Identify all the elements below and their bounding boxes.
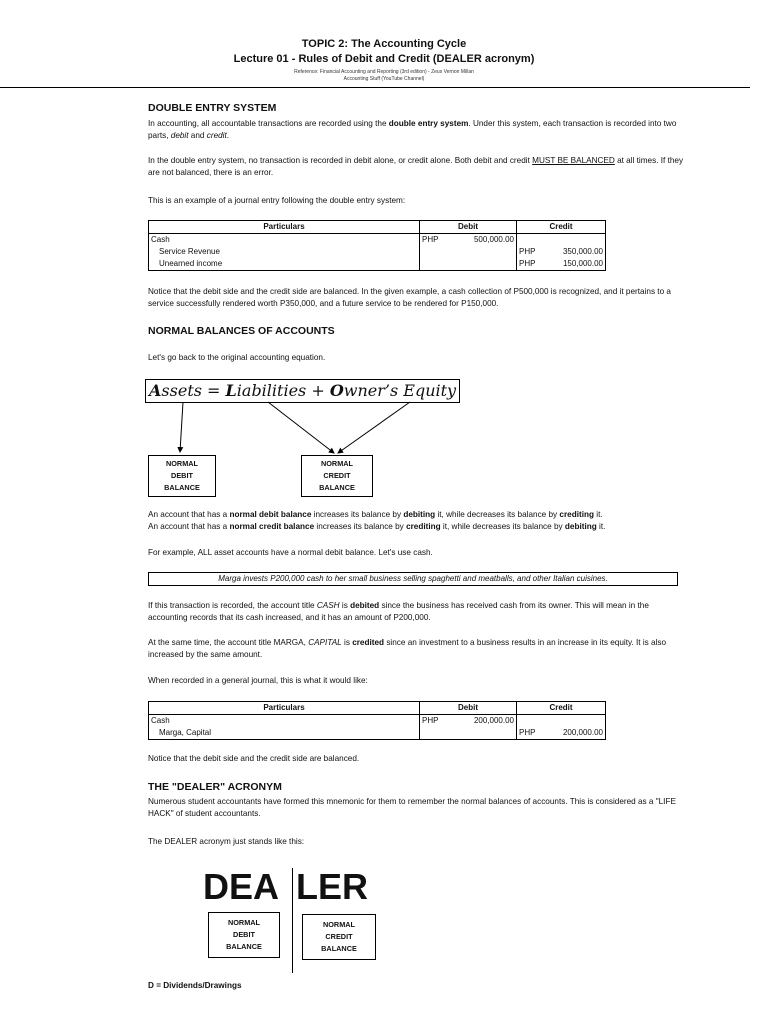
lecture-title: Lecture 01 - Rules of Debit and Credit (DEALER acronym) [233, 53, 535, 65]
dealer-divider [292, 868, 293, 973]
paragraph: For example, ALL asset accounts have a normal debit balance. Let's use cash. [148, 548, 433, 557]
normal-debit-balance-box: NORMAL DEBIT BALANCE [148, 455, 216, 497]
section-title-double-entry: DOUBLE ENTRY SYSTEM [148, 102, 277, 114]
paragraph: An account that has a normal debit balance increases its balance by debiting it, while decreases its balance by crediting it. [148, 510, 603, 519]
col-header-debit: Debit [420, 702, 517, 715]
table-row: Service Revenue PHP 350,000.00 [149, 246, 606, 258]
paragraph: Numerous student accountants have formed this mnemonic for them to remember the normal balances of accounts. This is considered as a "LIFE HACK" of student accountants. [148, 797, 676, 818]
col-header-debit: Debit [420, 221, 517, 234]
normal-credit-balance-box: NORMAL CREDIT BALANCE [301, 455, 373, 497]
dealer-d-definition: D = Dividends/Drawings [148, 981, 242, 990]
table-row: Cash PHP 200,000.00 [149, 715, 606, 728]
journal-table-2 [148, 701, 606, 740]
paragraph: Notice that the debit side and the credit side are balanced. [148, 754, 360, 763]
paragraph: Let's go back to the original accounting equation. [148, 353, 326, 362]
reference-line-2: Accounting Stuff (YouTube Channel) [343, 76, 425, 82]
paragraph: In accounting, all accountable transactions are recorded using the double entry system. Under this system, each transaction is recorded into two parts, debit and credit. [148, 119, 677, 140]
paragraph: The DEALER acronym just stands like this: [148, 837, 305, 846]
dealer-normal-debit-box: NORMAL DEBIT BALANCE [208, 912, 280, 958]
dealer-ler: LER [296, 866, 368, 907]
paragraph: An account that has a normal credit balance increases its balance by crediting it, while decreases its balance by debiting it. [148, 522, 606, 531]
section-title-dealer: THE "DEALER" ACRONYM [148, 781, 282, 793]
dealer-normal-credit-box: NORMAL CREDIT BALANCE [302, 914, 376, 960]
table-row: Unearned income PHP 150,000.00 [149, 258, 606, 271]
example-transaction: Marga invests P200,000 cash to her small business selling spaghetti and meatballs, and other Italian cuisines. [148, 572, 678, 586]
paragraph: At the same time, the account title MARGA, CAPITAL is credited since an investment to a business results in an increase in its equity. It is also increased by the same amount. [148, 638, 667, 659]
section-title-normal-balances: NORMAL BALANCES OF ACCOUNTS [148, 325, 335, 337]
paragraph: If this transaction is recorded, the account title CASH is debited since the business has received cash from its owner. This will mean in the accounting records that its cash increased, and it has an amount of P200,000. [148, 601, 649, 622]
accounting-equation: Assets = Liabilities + Owner’s Equity [145, 379, 460, 403]
paragraph: When recorded in a general journal, this is what it would like: [148, 676, 368, 685]
col-header-particulars: Particulars [149, 221, 420, 234]
reference-line-1: Reference: Financial Accounting and Reporting (3rd edition) - Zeus Vernon Millan [294, 69, 474, 75]
dealer-dea: DEA [203, 866, 280, 907]
table-row: Marga, Capital PHP 200,000.00 [149, 727, 606, 740]
table-row: Cash PHP 500,000.00 [149, 234, 606, 247]
paragraph: Notice that the debit side and the credit side are balanced. In the given example, a cash collection of P500,000 is recognized, and it pertains to a service successfully rendered worth P350,000, and a future service to be rendered for P150,000. [148, 287, 671, 308]
col-header-particulars: Particulars [149, 702, 420, 715]
col-header-credit: Credit [517, 702, 606, 715]
topic-title: TOPIC 2: The Accounting Cycle [301, 38, 467, 50]
col-header-credit: Credit [517, 221, 606, 234]
paragraph: In the double entry system, no transaction is recorded in debit alone, or credit alone. Both debit and credit MUST BE BALANCED at all times. If they are not balanced, there is an error. [148, 156, 684, 177]
paragraph: This is an example of a journal entry following the double entry system: [148, 196, 406, 205]
